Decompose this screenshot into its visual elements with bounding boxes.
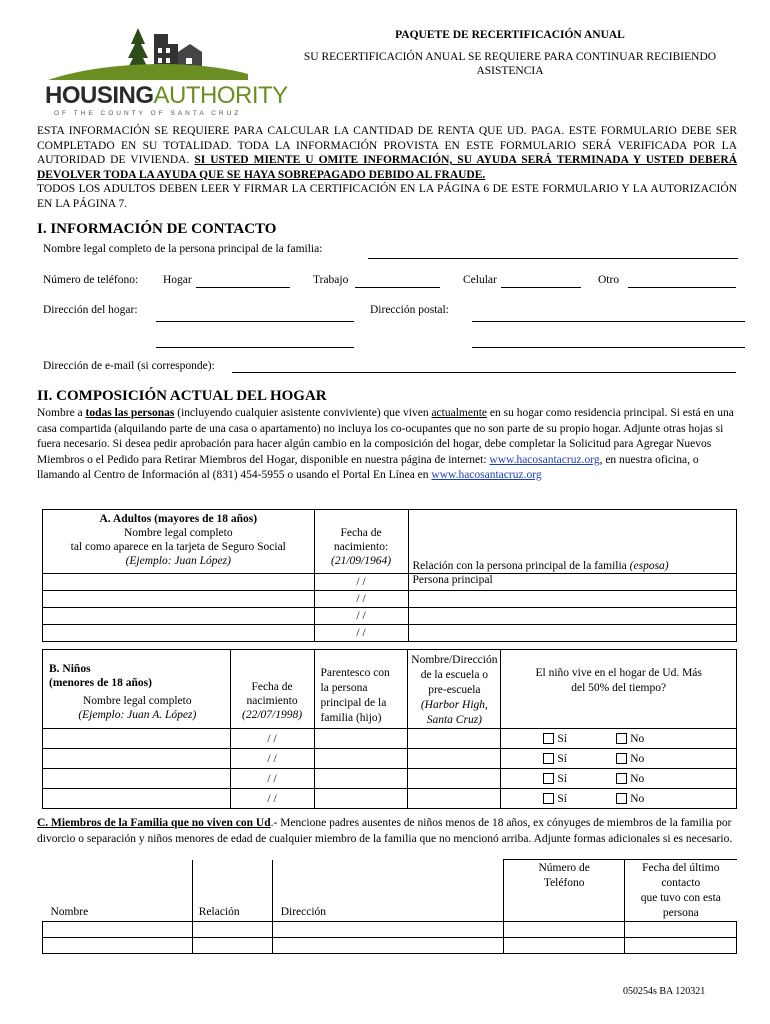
adult-relation-cell[interactable] <box>408 608 736 625</box>
table-row <box>43 922 737 938</box>
table-row <box>43 729 737 749</box>
child-dob-cell[interactable]: / / <box>230 729 314 749</box>
table-row <box>43 608 737 625</box>
fraud-warning: SI USTED MIENTE U OMITE INFORMACIÓN, SU AYUDA SERÁ TERMINADA Y USTED DEBERÁ DEVOLVER TODA LA AYUDA QUE SE HAYA SOBREPAGADO DEBIDO AL FRAUDE. <box>37 154 737 181</box>
child-name-cell[interactable] <box>43 749 231 769</box>
absent-contact-cell[interactable] <box>625 938 737 954</box>
adult-relation-cell[interactable]: Persona principal <box>408 574 736 591</box>
table-row <box>43 769 737 789</box>
work-phone-label: Trabajo <box>313 274 349 286</box>
absent-address-cell[interactable] <box>272 938 504 954</box>
child-lives-cell: Sí No <box>501 749 737 769</box>
intro-paragraph: ESTA INFORMACIÓN SE REQUIERE PARA CALCULAR LA CANTIDAD DE RENTA QUE UD. PAGA. ESTE FORMULARIO DEBE SER COMPLETADO EN SU TOTALIDAD. TODA LA INFORMACIÓN PROVISTA EN ESTE FORMULARIO SERÁ VERIFICADA POR LA AUTORIDAD DE VIVIENDA. SI USTED MIENTE U OMITE INFORMACIÓN, SU AYUDA SERÁ TERMINADA Y USTED DEBERÁ DEVOLVER TODA LA AYUDA QUE SE HAYA SOBREPAGADO DEBIDO AL FRAUDE. <box>37 125 737 181</box>
absent-phone-cell[interactable] <box>504 922 625 938</box>
home-address-label: Dirección del hogar: <box>43 304 138 316</box>
absent-address-cell[interactable] <box>272 922 504 938</box>
no-checkbox[interactable] <box>616 733 627 744</box>
logo-wordmark: HOUSINGAUTHORITY <box>45 82 288 109</box>
col-address-header: Dirección <box>272 860 504 922</box>
children-table <box>42 649 737 809</box>
child-dob-cell[interactable]: / / <box>230 789 314 809</box>
child-school-cell[interactable] <box>408 729 501 749</box>
email-label: Dirección de e-mail (si corresponde): <box>43 360 215 372</box>
children-dob-header: Fecha de nacimiento (22/07/1998) <box>230 650 314 729</box>
adult-dob-cell[interactable]: / / <box>314 591 408 608</box>
child-lives-cell: Sí No <box>501 789 737 809</box>
table-row <box>43 574 737 591</box>
absent-contact-cell[interactable] <box>625 922 737 938</box>
child-relation-cell[interactable] <box>314 789 408 809</box>
yes-checkbox[interactable] <box>543 793 554 804</box>
no-checkbox[interactable] <box>616 773 627 784</box>
children-lives-header: El niño vive en el hogar de Ud. Más del 50% del tiempo? <box>501 650 737 729</box>
col-name-header: Nombre <box>43 860 193 922</box>
child-dob-cell[interactable]: / / <box>230 769 314 789</box>
child-school-cell[interactable] <box>408 789 501 809</box>
col-last-contact-header: Fecha del último contacto que tuvo con esta persona <box>625 860 737 922</box>
email-field[interactable] <box>232 372 736 373</box>
adult-name-cell[interactable] <box>43 574 315 591</box>
no-checkbox[interactable] <box>616 793 627 804</box>
table-row <box>43 591 737 608</box>
child-school-cell[interactable] <box>408 769 501 789</box>
form-title: PAQUETE DE RECERTIFICACIÓN ANUAL <box>395 29 625 41</box>
child-relation-cell[interactable] <box>314 769 408 789</box>
adult-dob-cell[interactable]: / / <box>314 625 408 642</box>
adults-relation-header: Relación con la persona principal de la familia (esposa) <box>408 510 736 574</box>
yes-checkbox[interactable] <box>543 753 554 764</box>
child-relation-cell[interactable] <box>314 729 408 749</box>
adult-name-cell[interactable] <box>43 625 315 642</box>
child-name-cell[interactable] <box>43 729 231 749</box>
adults-dob-header: Fecha de nacimiento: (21/09/1964) <box>314 510 408 574</box>
yes-checkbox[interactable] <box>543 773 554 784</box>
adult-relation-cell[interactable] <box>408 625 736 642</box>
absent-name-cell[interactable] <box>43 938 193 954</box>
child-dob-cell[interactable]: / / <box>230 749 314 769</box>
children-school-header: Nombre/Dirección de la escuela o pre-escuela (Harbor High, Santa Cruz) <box>408 650 501 729</box>
website-link-2[interactable]: www.hacosantacruz.org <box>431 469 542 481</box>
house-tree-logo-icon <box>40 22 255 84</box>
home-phone-field[interactable] <box>196 287 290 288</box>
mailing-address-field-1[interactable] <box>472 321 745 322</box>
phone-label: Número de teléfono: <box>43 274 139 286</box>
work-phone-field[interactable] <box>355 287 440 288</box>
signature-notice: TODOS LOS ADULTOS DEBEN LEER Y FIRMAR LA CERTIFICACIÓN EN LA PÁGINA 6 DE ESTE FORMULARIO Y LA AUTORIZACIÓN EN LA PÁGINA 7. <box>37 183 737 210</box>
col-phone-header: Número de Teléfono <box>504 860 625 922</box>
children-name-header: B. Niños (menores de 18 años) Nombre legal completo (Ejemplo: Juan A. López) <box>43 650 231 729</box>
adult-name-cell[interactable] <box>43 591 315 608</box>
other-phone-label: Otro <box>598 274 620 286</box>
table-row <box>43 938 737 954</box>
section-c-title: C. Miembros de la Familia que no viven con Ud <box>37 817 271 829</box>
col-relation-header: Relación <box>192 860 272 922</box>
child-name-cell[interactable] <box>43 789 231 809</box>
child-name-cell[interactable] <box>43 769 231 789</box>
adult-relation-cell[interactable] <box>408 591 736 608</box>
logo-tagline: OF THE COUNTY OF SANTA CRUZ <box>54 110 242 117</box>
adults-name-header: A. Adultos (mayores de 18 años) Nombre legal completo tal como aparece en la tarjeta de Seguro Social (Ejemplo: Juan López) <box>43 510 315 574</box>
child-school-cell[interactable] <box>408 749 501 769</box>
absent-name-cell[interactable] <box>43 922 193 938</box>
table-row <box>43 625 737 642</box>
other-phone-field[interactable] <box>628 287 736 288</box>
home-address-field-2[interactable] <box>156 347 354 348</box>
adult-dob-cell[interactable]: / / <box>314 574 408 591</box>
housing-authority-logo <box>40 22 288 120</box>
household-instructions: Nombre a todas las personas (incluyendo cualquier asistente conviviente) que viven actualmente en su hogar como residencia principal. Si está en una casa compartida (alquilando parte de una casa o apartamento) no incluya los co-ocupantes que no son parte de su propio hogar. Adjunte otras hojas si fuera necesario. Si desea pedir aprobación para hacer algún cambio en la composición del hogar, debe completar la Solicitud para Agregar Nuevos Miembros o el Pedido para Retirar Miembros del Hogar, disponible en nuestra página de internet: www.hacosantacruz.org, en nuestra oficina, o llamando al Centro de Información al (831) 454-5955 o usando el Portal En Línea en www.hacosantacruz.org <box>37 407 734 481</box>
absent-relation-cell[interactable] <box>192 938 272 954</box>
home-address-field-1[interactable] <box>156 321 354 322</box>
full-name-label: Nombre legal completo de la persona principal de la familia: <box>43 243 323 255</box>
absent-phone-cell[interactable] <box>504 938 625 954</box>
website-link-1[interactable]: www.hacosantacruz.org <box>489 453 600 466</box>
form-code: 050254s BA 120321 <box>623 986 706 997</box>
child-lives-cell: Sí No <box>501 769 737 789</box>
section-household-heading: II. COMPOSICIÓN ACTUAL DEL HOGAR <box>37 388 327 404</box>
cell-phone-label: Celular <box>463 274 497 286</box>
adult-name-cell[interactable] <box>43 608 315 625</box>
form-subtitle: SU RECERTIFICACIÓN ANUAL SE REQUIERE PARA CONTINUAR RECIBIENDO ASISTENCIA <box>303 51 717 77</box>
section-c-instructions: C. Miembros de la Familia que no viven con Ud.- Mencione padres ausentes de niños menos de 18 años, ex cónyuges de miembros de la familia por divorcio o separación y niños menores de edad de cualquier miembro de la familia que no mencionó arriba. Adjunte formas adicionales si es necesario. <box>37 817 733 845</box>
cell-phone-field[interactable] <box>501 287 581 288</box>
yes-checkbox[interactable] <box>543 733 554 744</box>
mailing-address-label: Dirección postal: <box>370 304 449 316</box>
section-contact-heading: I. INFORMACIÓN DE CONTACTO <box>37 221 277 237</box>
table-row <box>43 749 737 769</box>
table-row <box>43 789 737 809</box>
mailing-address-field-2[interactable] <box>472 347 745 348</box>
full-name-field[interactable] <box>368 258 738 259</box>
no-checkbox[interactable] <box>616 753 627 764</box>
absent-relation-cell[interactable] <box>192 922 272 938</box>
children-relation-header: Parentesco con la persona principal de la familia (hijo) <box>314 650 408 729</box>
child-relation-cell[interactable] <box>314 749 408 769</box>
child-lives-cell: Sí No <box>501 729 737 749</box>
absent-members-table <box>42 859 737 954</box>
adult-dob-cell[interactable]: / / <box>314 608 408 625</box>
adults-table <box>42 509 737 642</box>
home-phone-label: Hogar <box>163 274 192 286</box>
